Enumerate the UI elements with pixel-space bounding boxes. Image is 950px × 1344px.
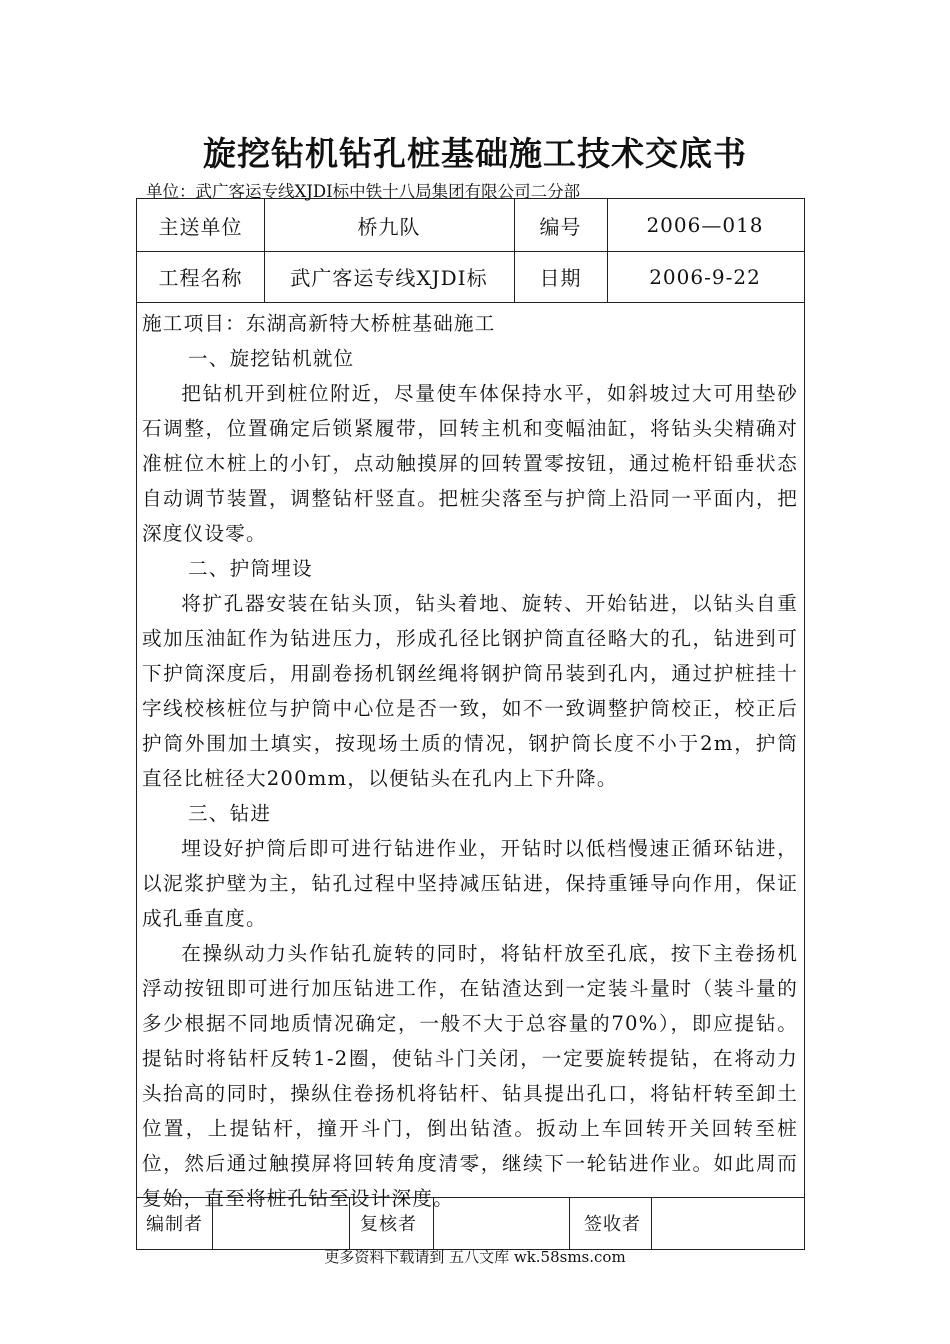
section-1-paragraph: 把钻机开到桩位附近，尽量使车体保持水平，如斜坡过大可用垫砂石调整，位置确定后锁紧履带，回转主机和变幅油缸，将钻头尖精确对准桩位木桩上的小钉，点动触摸屏的回转置零按钮，通过桅杆铅垂状态自动调节装置，调整钻杆竖直。把桩尖落至与护筒上沿同一平面内，把深度仪设零。 [142, 382, 798, 545]
editor-label: 编制者 [146, 1214, 203, 1235]
content-body [142, 306, 798, 1216]
label-main-recipient: 主送单位 [158, 214, 243, 239]
value-date: 2006-9-22 [649, 264, 761, 289]
section-3-paragraph-1: 埋设好护筒后即可进行钻进作业，开钻时以低档慢速正循环钻进，以泥浆护壁为主，钻孔过程中坚持减压钻进，保持重锤导向作用，保证成孔垂直度。 [142, 837, 798, 930]
unit-line: 单位：武广客运专线XJDI标中铁十八局集团有限公司二分部 [146, 182, 581, 201]
label-project-name: 工程名称 [158, 266, 243, 290]
label-date: 日期 [539, 266, 582, 290]
section-heading-2: 二、护筒埋设 [188, 557, 313, 580]
footer-text: 更多资料下载请到 五八文库 wk.58sms.com [324, 1248, 626, 1266]
value-project-name: 武广客运专线XJDI标 [290, 266, 488, 290]
receiver-label: 签收者 [584, 1214, 641, 1235]
reviewer-label: 复核者 [360, 1214, 417, 1235]
section-heading-3: 三、钻进 [188, 802, 272, 825]
value-number: 2006—018 [646, 213, 764, 237]
row-divider [137, 302, 804, 303]
section-3-paragraph-2: 在操纵动力头作钻孔旋转的同时，将钻杆放至孔底，按下主卷扬机浮动按钮即可进行加压钻进工作，在钻渣达到一定装斗量时（装斗量的多少根据不同地质情况确定，一般不大于总容量的70%），即应提钻。提钻时将钻杆反转1-2圈，使钻斗门关闭，一定要旋转提钻，在将动力头抬高的同时，操纵住卷扬机将钻杆、钻具提出孔口，将钻杆转至卸土位置，上提钻杆，撞开斗门，倒出钻渣。扳动上车回转开关回转至桩位，然后通过触摸屏将回转角度清零，继续下一轮钻进作业。如此周而复始，直至将桩孔钻至设计深度。 [142, 942, 798, 1210]
value-main-recipient: 桥九队 [357, 214, 421, 239]
project-line: 施工项目：东湖高新特大桥桩基础施工 [142, 312, 496, 335]
section-2-paragraph: 将扩孔器安装在钻头顶，钻头着地、旋转、开始钻进，以钻头自重或加压油缸作为钻进压力，形成孔径比钢护筒直径略大的孔，钻进到可下护筒深度后，用副卷扬机钢丝绳将钢护筒吊装到孔内，通过护桩挂十字线校核桩位与护筒中心位是否一致，如不一致调整护筒校正，校正后护筒外围加土填实，按现场土质的情况，钢护筒长度不小于2m，护筒直径比桩径大200mm，以便钻头在孔内上下升降。 [142, 592, 798, 790]
label-number: 编号 [539, 214, 582, 239]
section-heading-1: 一、旋挖钻机就位 [188, 347, 355, 370]
document-title: 旋挖钻机钻孔桩基础施工技术交底书 [203, 134, 747, 173]
